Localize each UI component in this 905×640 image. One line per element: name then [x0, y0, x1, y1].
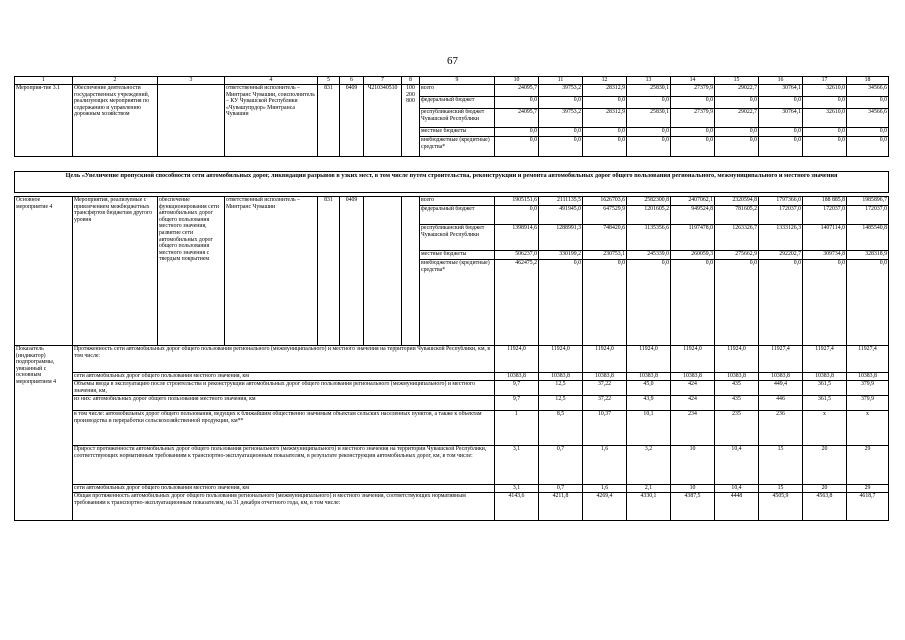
value-cell: 0,0: [539, 260, 583, 346]
funding-source: местные бюджеты: [420, 128, 495, 137]
value-cell: 11924,0: [715, 346, 759, 373]
value-cell: 379,9: [847, 381, 889, 396]
column-number: 9: [420, 77, 495, 85]
value-cell: 24095,7: [495, 109, 539, 128]
value-cell: 0,0: [803, 97, 847, 109]
value-cell: 0,0: [759, 97, 803, 109]
column-number: 7: [364, 77, 402, 85]
value-cell: 781605,2: [715, 206, 759, 225]
value-cell: 0,0: [539, 97, 583, 109]
column-number: 14: [671, 77, 715, 85]
value-cell: 29: [847, 446, 889, 485]
column-number: 4: [225, 77, 318, 85]
column-number: 18: [847, 77, 889, 85]
value-cell: 39753,2: [539, 109, 583, 128]
value-cell: 234: [671, 411, 715, 446]
value-cell: 4387,5: [671, 493, 715, 521]
indicator-name: Показатель (индикатор) подпрограммы, увязанный с основным мероприятием 4: [15, 346, 73, 521]
column-number: 5: [318, 77, 340, 85]
indicator-description: Прирост протяженности автомобильных дорог общего пользования регионального (межмуниципального) и местного значения на территории Чувашской Республики, соответствующих нормативным требованиям к транспортно-эксплуатационным показателям, в результате реконструкции автомобильных дорог, км, в том числе:: [73, 446, 495, 485]
value-cell: 11927,4: [803, 346, 847, 373]
value-cell: 379,9: [847, 396, 889, 411]
value-cell: 3,1: [495, 446, 539, 485]
value-cell: 29022,7: [715, 109, 759, 128]
value-cell: 10383,8: [803, 373, 847, 381]
indicator-description: из них: автомобильных дорог общего пользования местного значения, км: [73, 396, 495, 411]
value-cell: 235: [715, 411, 759, 446]
indicator-description: Общая протяженность автомобильных дорог общего пользования регионального (межмуниципального) и местного значения, соответствующих нормативным требованиям к транспортно-эксплуатационным показателям, на 31 декабря отчетного года, км, в том числе:: [73, 493, 495, 521]
event-name: Мероприя-тие 3.1: [15, 85, 73, 157]
value-cell: 37,22: [583, 396, 627, 411]
value-cell: 30764,1: [759, 85, 803, 97]
table-row: [15, 373, 889, 381]
funding-source: внебюджетные (кредитные) средства*: [420, 260, 495, 346]
value-cell: 0,0: [627, 137, 671, 157]
value-cell: 0,0: [847, 97, 889, 109]
value-cell: 949524,8: [671, 206, 715, 225]
value-cell: 32610,0: [803, 85, 847, 97]
value-cell: 0,0: [583, 97, 627, 109]
value-cell: 0,0: [847, 128, 889, 137]
value-cell: 0,0: [715, 128, 759, 137]
funding-source: местные бюджеты: [420, 251, 495, 260]
value-cell: 0,7: [539, 446, 583, 485]
funding-source: республиканский бюджет Чувашской Республики: [420, 109, 495, 128]
value-cell: 10,4: [715, 446, 759, 485]
value-cell: 0,0: [495, 97, 539, 109]
value-cell: 0,0: [847, 260, 889, 346]
indicator-description: сети автомобильных дорог общего пользования местного значения, км: [73, 373, 495, 381]
value-cell: 1333126,3: [759, 225, 803, 251]
value-cell: 15: [759, 485, 803, 493]
value-cell: 0,7: [539, 485, 583, 493]
table-cell: [364, 197, 402, 346]
code-target: Ч210340510: [364, 85, 402, 157]
value-cell: 172037,0: [759, 206, 803, 225]
code-grbs: 831: [318, 197, 340, 346]
value-cell: 0,0: [627, 97, 671, 109]
value-cell: 292202,7: [759, 251, 803, 260]
budget-table: [14, 76, 889, 521]
value-cell: 330199,2: [539, 251, 583, 260]
value-cell: 449,4: [759, 381, 803, 396]
column-number: 8: [402, 77, 420, 85]
value-cell: 45,0: [627, 381, 671, 396]
value-cell: 424: [671, 381, 715, 396]
column-number: 6: [340, 77, 364, 85]
table-row: [15, 381, 889, 396]
value-cell: 4448: [715, 493, 759, 521]
value-cell: 10383,8: [671, 373, 715, 381]
column-number: 2: [73, 77, 158, 85]
value-cell: 0,0: [495, 206, 539, 225]
value-cell: 0,0: [759, 137, 803, 157]
value-cell: 4211,8: [539, 493, 583, 521]
column-number: 10: [495, 77, 539, 85]
column-number: 3: [158, 77, 225, 85]
value-cell: 245339,0: [627, 251, 671, 260]
value-cell: 3,1: [495, 485, 539, 493]
value-cell: 1485540,8: [847, 225, 889, 251]
value-cell: 361,5: [803, 381, 847, 396]
value-cell: 1985896,7: [847, 197, 889, 206]
value-cell: 10383,8: [583, 373, 627, 381]
value-cell: 20: [803, 446, 847, 485]
value-cell: 1,6: [583, 485, 627, 493]
value-cell: 2407062,1: [671, 197, 715, 206]
value-cell: 29022,7: [715, 85, 759, 97]
value-cell: 0,0: [671, 128, 715, 137]
value-cell: 275662,9: [715, 251, 759, 260]
goal-row: [15, 172, 889, 193]
value-cell: 1201605,2: [627, 206, 671, 225]
value-cell: 0,0: [715, 137, 759, 157]
value-cell: 172037,0: [803, 206, 847, 225]
value-cell: 2,1: [627, 485, 671, 493]
value-cell: 0,0: [583, 128, 627, 137]
value-cell: 647529,9: [583, 206, 627, 225]
table-row: [15, 396, 889, 411]
value-cell: 1288991,3: [539, 225, 583, 251]
header-row: [15, 77, 889, 85]
value-cell: 0,0: [715, 97, 759, 109]
value-cell: 1: [495, 411, 539, 446]
value-cell: 1197478,0: [671, 225, 715, 251]
value-cell: 4330,1: [627, 493, 671, 521]
value-cell: 28312,9: [583, 109, 627, 128]
value-cell: 462475,2: [495, 260, 539, 346]
value-cell: 1797366,0: [759, 197, 803, 206]
value-cell: 10: [671, 485, 715, 493]
value-cell: 12,5: [539, 396, 583, 411]
value-cell: 4143,6: [495, 493, 539, 521]
value-cell: 10383,8: [715, 373, 759, 381]
value-cell: 29: [847, 485, 889, 493]
value-cell: 4505,9: [759, 493, 803, 521]
value-cell: 0,0: [803, 128, 847, 137]
event-description: Мероприятия, реализуемые с привлечением межбюджетных трансфертов бюджетам другого уровня: [73, 197, 158, 346]
value-cell: 37,22: [583, 381, 627, 396]
value-cell: 11924,0: [627, 346, 671, 373]
indicator-description: Объемы ввода в эксплуатацию после строительства и реконструкции автомобильных дорог общего пользования регионального (межмуниципального) и местного значения, км,: [73, 381, 495, 396]
value-cell: 2111135,5: [539, 197, 583, 206]
goal-heading: Цель «Увеличение пропускной способности сети автомобильных дорог, ликвидация разрывов в узких мест, в том числе путем строительства, реконструкции и ремонта автомобильных дорог общего пользования регионального, межмуниципального и местного значения: [15, 172, 889, 193]
value-cell: 446: [759, 396, 803, 411]
value-cell: 27379,9: [671, 85, 715, 97]
value-cell: 0,0: [759, 128, 803, 137]
value-cell: 188 885,8: [803, 197, 847, 206]
table-cell: [402, 197, 420, 346]
funding-source: всего: [420, 85, 495, 97]
value-cell: x: [847, 411, 889, 446]
value-cell: 1398914,6: [495, 225, 539, 251]
value-cell: 30764,1: [759, 109, 803, 128]
table-row: [15, 493, 889, 521]
funding-source: республиканский бюджет Чувашской Республики: [420, 225, 495, 251]
value-cell: 0,0: [759, 260, 803, 346]
value-cell: x: [803, 411, 847, 446]
table-row: [15, 197, 889, 206]
value-cell: 25830,1: [627, 109, 671, 128]
value-cell: 10,37: [583, 411, 627, 446]
value-cell: 4563,8: [803, 493, 847, 521]
value-cell: 0,0: [671, 260, 715, 346]
funding-source: внебюджетные (кредитные) средства*: [420, 137, 495, 157]
value-cell: 11924,0: [539, 346, 583, 373]
value-cell: 0,0: [847, 137, 889, 157]
value-cell: 424: [671, 396, 715, 411]
value-cell: 0,0: [583, 260, 627, 346]
value-cell: 3,2: [627, 446, 671, 485]
indicator-description: сети автомобильных дорог общего пользования местного значения, км: [73, 485, 495, 493]
value-cell: 25830,1: [627, 85, 671, 97]
column-number: 12: [583, 77, 627, 85]
value-cell: 0,0: [671, 97, 715, 109]
executor: ответственный исполнитель – Минтранс Чувашии, соисполнитель – КУ Чувашской Республики «Чувашупрдор» Минтранса Чувашии: [225, 85, 318, 157]
value-cell: 328318,9: [847, 251, 889, 260]
value-cell: 230753,1: [583, 251, 627, 260]
value-cell: 2582300,8: [627, 197, 671, 206]
value-cell: 1626703,6: [583, 197, 627, 206]
value-cell: 361,5: [803, 396, 847, 411]
value-cell: 1263326,7: [715, 225, 759, 251]
value-cell: 9,7: [495, 396, 539, 411]
value-cell: 10,4: [715, 485, 759, 493]
value-cell: 11927,4: [847, 346, 889, 373]
value-cell: 0,0: [803, 260, 847, 346]
column-number: 15: [715, 77, 759, 85]
column-number: 11: [539, 77, 583, 85]
value-cell: 1,6: [583, 446, 627, 485]
value-cell: 10,1: [627, 411, 671, 446]
column-number: 13: [627, 77, 671, 85]
value-cell: 15: [759, 446, 803, 485]
code-grbs: 831: [318, 85, 340, 157]
value-cell: 10383,8: [627, 373, 671, 381]
value-cell: 4269,4: [583, 493, 627, 521]
value-cell: 0,0: [627, 128, 671, 137]
value-cell: 2320594,8: [715, 197, 759, 206]
value-cell: 748420,6: [583, 225, 627, 251]
page-number: 67: [447, 55, 458, 67]
table-row: [15, 411, 889, 446]
value-cell: 491945,0: [539, 206, 583, 225]
code-type: 100 200 800: [402, 85, 420, 157]
value-cell: 10383,8: [847, 373, 889, 381]
value-cell: 4618,7: [847, 493, 889, 521]
event-name: Основное мероприятие 4: [15, 197, 73, 346]
executor: ответственный исполнитель – Минтранс Чувашии: [225, 197, 318, 346]
value-cell: 34566,6: [847, 85, 889, 97]
table-cell: [15, 157, 889, 172]
value-cell: 309734,8: [803, 251, 847, 260]
funding-source: федеральный бюджет: [420, 97, 495, 109]
table-row: [15, 485, 889, 493]
value-cell: 11924,0: [583, 346, 627, 373]
value-cell: 24095,7: [495, 85, 539, 97]
value-cell: 32610,0: [803, 109, 847, 128]
value-cell: 27379,9: [671, 109, 715, 128]
value-cell: 435: [715, 396, 759, 411]
value-cell: 0,0: [627, 260, 671, 346]
value-cell: 10: [671, 446, 715, 485]
related-indicator: обеспечение функционирования сети автомобильных дорог общего пользования местного значения, развитие сети автомобильных дорог общего пользования местного значения с твердым покрытием: [158, 197, 225, 346]
value-cell: 8,5: [539, 411, 583, 446]
value-cell: 20: [803, 485, 847, 493]
value-cell: 11924,0: [671, 346, 715, 373]
value-cell: 1135356,6: [627, 225, 671, 251]
value-cell: 172037,0: [847, 206, 889, 225]
value-cell: 0,0: [803, 137, 847, 157]
value-cell: 10383,8: [495, 373, 539, 381]
table-row: [15, 85, 889, 97]
value-cell: 0,0: [583, 137, 627, 157]
column-number: 17: [803, 77, 847, 85]
value-cell: 0,0: [671, 137, 715, 157]
column-number: 16: [759, 77, 803, 85]
code-section: 0409: [340, 197, 364, 346]
value-cell: 0,0: [539, 128, 583, 137]
value-cell: 260059,3: [671, 251, 715, 260]
table-row: [15, 346, 889, 373]
value-cell: 43,9: [627, 396, 671, 411]
indicator-description: Протяженность сети автомобильных дорог общего пользования регионального (межмуниципального) и местного значения на территории Чувашской Республики, км, в том числе:: [73, 346, 495, 373]
value-cell: 1905151,6: [495, 197, 539, 206]
value-cell: 28312,9: [583, 85, 627, 97]
value-cell: 0,0: [495, 128, 539, 137]
indicator-description: в том числе: автомобильных дорог общего пользования, ведущих к ближайшим общественно значимым объектам сельских населенных пунктов, а также к объектам производства и переработки сельскохозяйственной продукции, км**: [73, 411, 495, 446]
value-cell: 12,5: [539, 381, 583, 396]
value-cell: 9,7: [495, 381, 539, 396]
value-cell: 236: [759, 411, 803, 446]
table-cell: [158, 85, 225, 157]
table-row: [15, 446, 889, 485]
value-cell: 506237,0: [495, 251, 539, 260]
value-cell: 1407114,0: [803, 225, 847, 251]
value-cell: 0,0: [715, 260, 759, 346]
value-cell: 34566,6: [847, 109, 889, 128]
spacer-row: [15, 157, 889, 172]
value-cell: 11927,4: [759, 346, 803, 373]
value-cell: 435: [715, 381, 759, 396]
value-cell: 0,0: [495, 137, 539, 157]
value-cell: 10383,8: [759, 373, 803, 381]
value-cell: 39753,2: [539, 85, 583, 97]
funding-source: всего: [420, 197, 495, 206]
event-description: Обеспечение деятельности государственных учреждений, реализующих мероприятия по содержанию и управлению дорожным хозяйством: [73, 85, 158, 157]
code-section: 0409: [340, 85, 364, 157]
funding-source: федеральный бюджет: [420, 206, 495, 225]
value-cell: 0,0: [539, 137, 583, 157]
value-cell: 10383,8: [539, 373, 583, 381]
column-number: 1: [15, 77, 73, 85]
value-cell: 11924,0: [495, 346, 539, 373]
